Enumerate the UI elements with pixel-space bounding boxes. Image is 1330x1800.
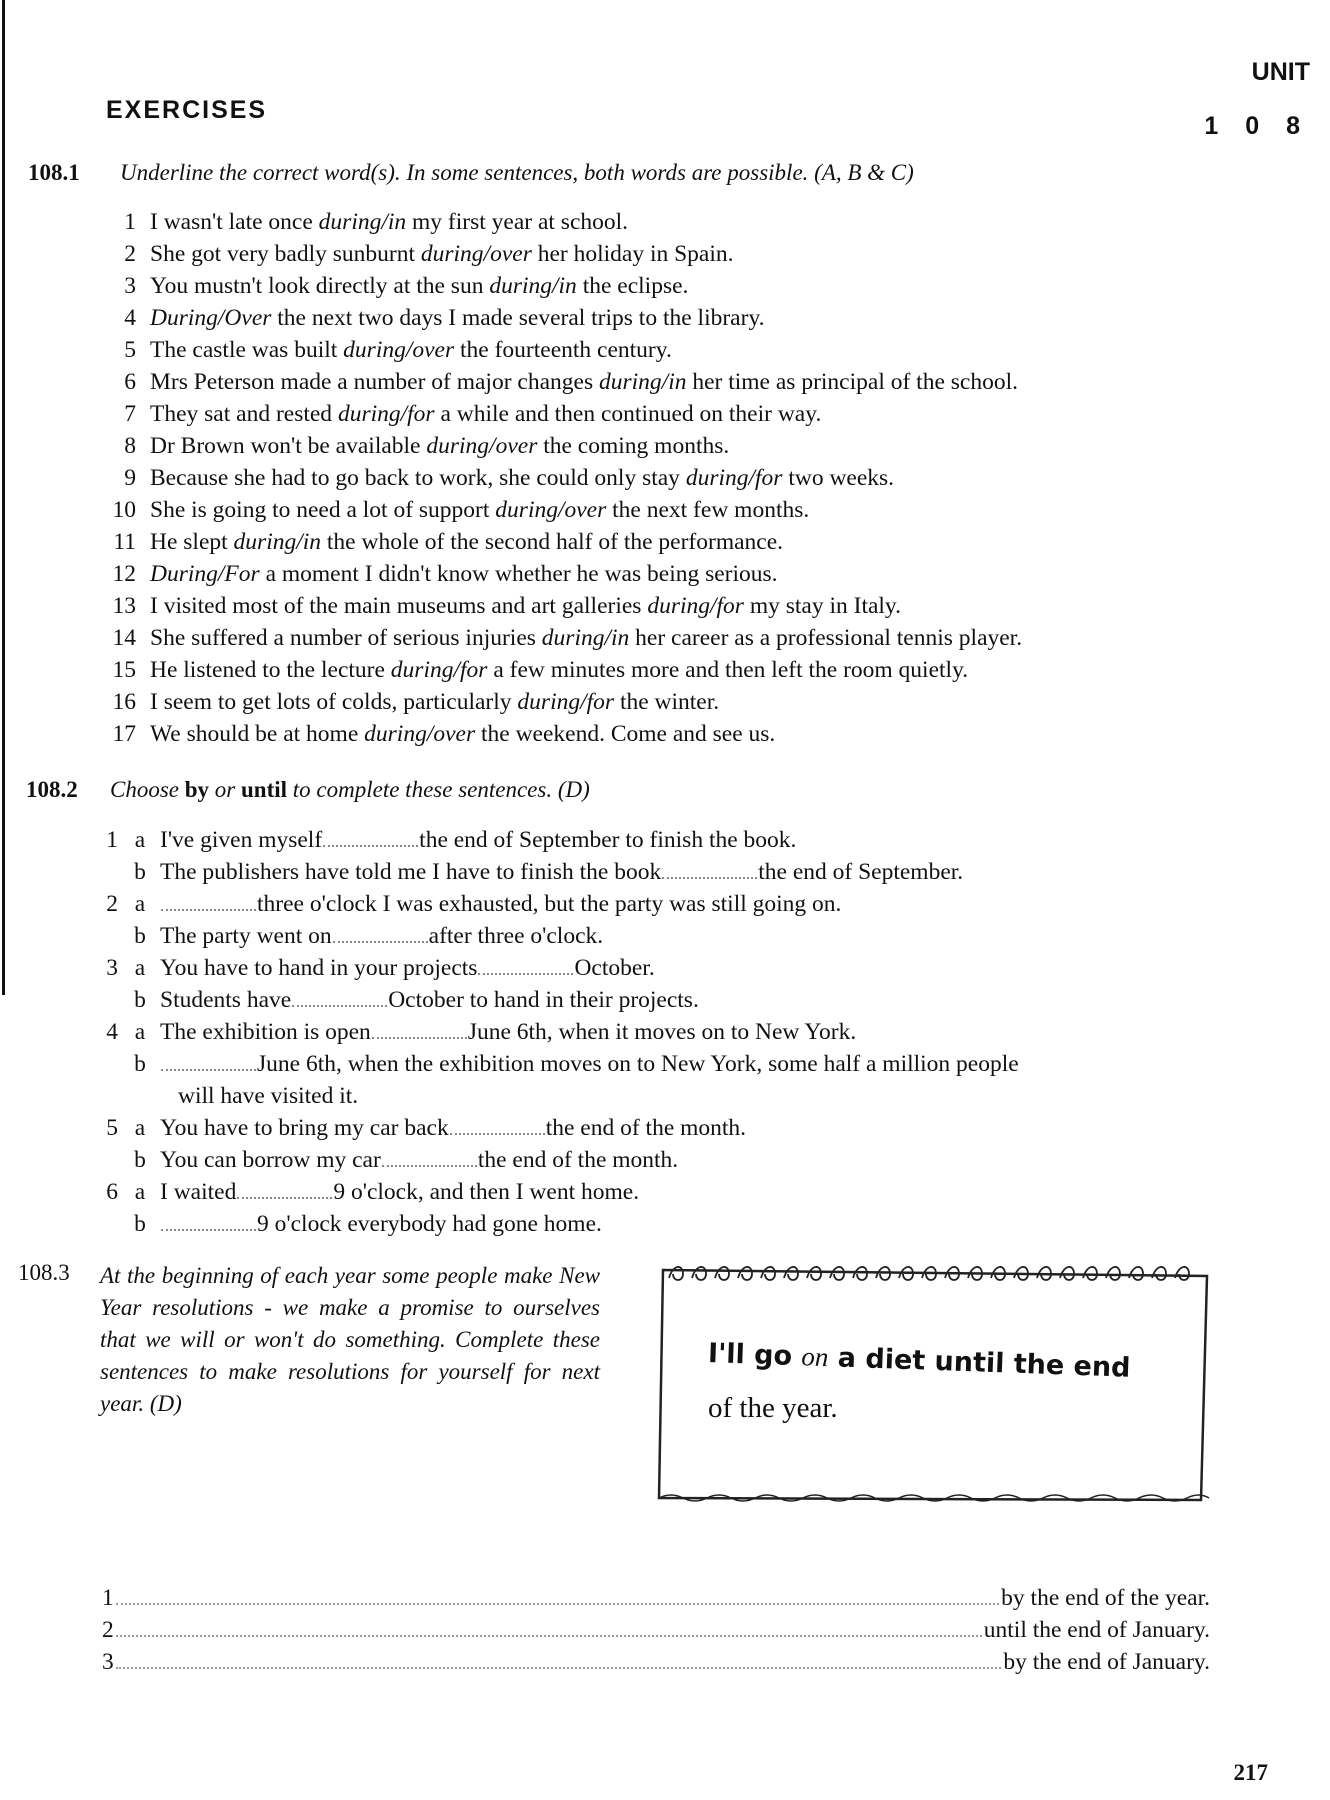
unit-label: UNIT bbox=[1251, 58, 1310, 86]
item-number: 7 bbox=[124, 401, 136, 427]
item-number: 1 bbox=[124, 209, 136, 235]
word-choice[interactable]: during/for bbox=[337, 401, 435, 427]
item-letter: b bbox=[134, 923, 146, 949]
exercise-list-108-1 bbox=[104, 206, 1022, 750]
item-text: You mustn't look directly at the sun bbox=[150, 273, 490, 299]
word-choice[interactable]: during/in bbox=[318, 209, 407, 235]
item-number: 13 bbox=[112, 593, 136, 619]
keyword-until: until bbox=[241, 777, 288, 802]
item-text: her career as a professional tennis player. bbox=[629, 625, 1023, 651]
item-text: The party went on bbox=[160, 923, 332, 949]
list-item bbox=[104, 654, 1022, 686]
instr-text: Choose bbox=[110, 777, 185, 802]
section-instruction-108-3: At the beginning of each year some people make New Year resolutions - we make a promise to ourselves that we will or won't do something. Complete these sentences to make resolutions for yourself for next year. (D) bbox=[100, 1263, 600, 1416]
item-letter: a bbox=[134, 1179, 146, 1205]
list-item bbox=[104, 302, 1022, 334]
word-choice[interactable]: during/for bbox=[517, 689, 615, 715]
section-instruction-108-1: Underline the correct word(s). In some sentences, both words are possible. (A, B & C) bbox=[120, 160, 914, 185]
list-item bbox=[104, 718, 1022, 750]
list-item bbox=[104, 334, 1022, 366]
word-choice[interactable]: during/over bbox=[420, 241, 532, 267]
item-text: the end of September to finish the book. bbox=[419, 827, 797, 853]
item-number: 12 bbox=[112, 561, 136, 587]
item-text: my stay in Italy. bbox=[743, 593, 902, 619]
answer-ending: by the end of January. bbox=[1003, 1649, 1210, 1675]
item-number: 8 bbox=[124, 433, 136, 459]
list-item bbox=[100, 1016, 1019, 1048]
page-title: EXERCISES bbox=[106, 96, 268, 124]
item-text: the end of September. bbox=[758, 859, 964, 885]
answer-line bbox=[102, 1582, 1210, 1614]
list-item bbox=[104, 462, 1022, 494]
answer-blank[interactable] bbox=[116, 1634, 982, 1637]
item-text: He listened to the lecture bbox=[150, 657, 391, 683]
item-text: October. bbox=[574, 955, 655, 981]
item-letter: a bbox=[134, 891, 146, 917]
item-number: 3 bbox=[124, 273, 136, 299]
item-text: They sat and rested bbox=[150, 401, 338, 427]
item-number: 3 bbox=[106, 955, 118, 981]
word-choice[interactable]: during/in bbox=[598, 369, 687, 395]
item-text: the winter. bbox=[614, 689, 720, 715]
item-text: I seem to get lots of colds, particularly bbox=[150, 689, 518, 715]
item-text: June 6th, when it moves on to New York. bbox=[467, 1019, 857, 1045]
blank-field[interactable] bbox=[323, 844, 418, 847]
item-letter: b bbox=[134, 1211, 146, 1237]
item-text: the end of the month. bbox=[477, 1147, 679, 1173]
instr-text: to complete these sentences. (D) bbox=[287, 777, 590, 802]
answer-line bbox=[102, 1614, 1210, 1646]
item-text: June 6th, when the exhibition moves on to New York, some half a million people bbox=[257, 1051, 1019, 1077]
item-text: after three o'clock. bbox=[428, 923, 604, 949]
list-item bbox=[100, 1112, 1019, 1144]
item-text: 9 o'clock, and then I went home. bbox=[333, 1179, 640, 1205]
item-number: 4 bbox=[124, 305, 136, 331]
word-choice[interactable]: during/in bbox=[233, 529, 322, 555]
list-item bbox=[104, 206, 1022, 238]
list-item bbox=[104, 398, 1022, 430]
word-choice[interactable]: during/for bbox=[390, 657, 488, 683]
item-text: the eclipse. bbox=[576, 273, 689, 299]
exercise-list-108-2 bbox=[100, 824, 1019, 1240]
item-letter: a bbox=[134, 1019, 146, 1045]
item-text: three o'clock I was exhausted, but the party was still going on. bbox=[257, 891, 842, 917]
blank-field[interactable] bbox=[662, 876, 757, 879]
item-text: my first year at school. bbox=[406, 209, 629, 235]
list-item bbox=[104, 238, 1022, 270]
item-text: You can borrow my car bbox=[160, 1147, 381, 1173]
item-text: Mrs Peterson made a number of major changes bbox=[150, 369, 599, 395]
item-text: her time as principal of the school. bbox=[686, 369, 1018, 395]
list-item bbox=[100, 984, 1019, 1016]
list-item bbox=[100, 888, 1019, 920]
item-text: We should be at home bbox=[150, 721, 365, 747]
item-letter: a bbox=[134, 827, 146, 853]
item-number: 15 bbox=[112, 657, 136, 683]
answer-line bbox=[102, 1646, 1210, 1678]
item-letter: b bbox=[134, 1147, 146, 1173]
list-item bbox=[104, 430, 1022, 462]
list-item bbox=[104, 686, 1022, 718]
list-item bbox=[100, 1208, 1019, 1240]
item-text: the next few months. bbox=[606, 497, 810, 523]
keyword-by: by bbox=[184, 777, 210, 802]
item-text: The exhibition is open bbox=[160, 1019, 371, 1045]
item-text: I waited bbox=[160, 1179, 237, 1205]
item-number: 17 bbox=[112, 721, 136, 747]
item-text: I've given myself bbox=[160, 827, 323, 853]
item-text: the coming months. bbox=[537, 433, 730, 459]
item-letter: a bbox=[134, 955, 146, 981]
item-text: a few minutes more and then left the room quietly. bbox=[487, 657, 969, 683]
word-choice[interactable]: during/for bbox=[647, 593, 744, 619]
item-text: the fourteenth century. bbox=[454, 337, 672, 363]
answer-ending: by the end of the year. bbox=[1001, 1585, 1210, 1611]
word-choice[interactable]: During/Over bbox=[150, 305, 272, 331]
item-number: 4 bbox=[106, 1019, 118, 1045]
list-item bbox=[104, 526, 1022, 558]
list-item bbox=[100, 1080, 1019, 1112]
list-item bbox=[100, 952, 1019, 984]
left-margin-bar bbox=[2, 0, 5, 995]
item-number: 6 bbox=[106, 1179, 118, 1205]
section-instruction-108-2 bbox=[110, 777, 590, 803]
list-item bbox=[100, 1176, 1019, 1208]
item-letter: b bbox=[134, 859, 146, 885]
list-item bbox=[104, 590, 1022, 622]
item-letter: b bbox=[134, 987, 146, 1013]
answer-number: 1 bbox=[102, 1585, 114, 1611]
note-handwriting-line-2: of the year. bbox=[708, 1392, 838, 1424]
instr-text: or bbox=[209, 777, 241, 802]
page-number: 217 bbox=[1233, 1760, 1268, 1785]
item-text: I wasn't late once bbox=[150, 209, 319, 235]
item-text: I visited most of the main museums and art galleries bbox=[150, 593, 648, 619]
item-text: The castle was built bbox=[150, 337, 344, 363]
list-item bbox=[100, 856, 1019, 888]
note-text: a diet until the end bbox=[827, 1342, 1131, 1384]
section-number-108-3: 108.3 bbox=[18, 1260, 70, 1285]
answer-number: 2 bbox=[102, 1617, 114, 1643]
item-text: will have visited it. bbox=[178, 1083, 359, 1109]
answer-blank[interactable] bbox=[116, 1602, 999, 1605]
blank-field[interactable] bbox=[450, 1132, 545, 1135]
item-number: 5 bbox=[124, 337, 136, 363]
item-text: a moment I didn't know whether he was being serious. bbox=[259, 561, 778, 587]
list-item bbox=[104, 558, 1022, 590]
item-text: Because she had to go back to work, she could only stay bbox=[150, 465, 686, 491]
item-text: the next two days I made several trips to the library. bbox=[271, 305, 765, 331]
blank-field[interactable] bbox=[372, 1036, 467, 1039]
item-text: the whole of the second half of the performance. bbox=[321, 529, 784, 555]
item-text: two weeks. bbox=[782, 465, 895, 491]
list-item bbox=[100, 1144, 1019, 1176]
answer-blank[interactable] bbox=[116, 1666, 1002, 1669]
word-choice[interactable]: during/in bbox=[541, 625, 630, 651]
blank-field[interactable] bbox=[292, 1004, 387, 1007]
item-number: 2 bbox=[124, 241, 136, 267]
item-number: 9 bbox=[124, 465, 136, 491]
unit-number: 1 0 8 bbox=[1204, 112, 1310, 140]
item-text: a while and then continued on their way. bbox=[434, 401, 822, 427]
item-number: 6 bbox=[124, 369, 136, 395]
word-choice[interactable]: During/For bbox=[150, 561, 260, 587]
item-text: She is going to need a lot of support bbox=[150, 497, 496, 523]
answer-number: 3 bbox=[102, 1649, 114, 1675]
note-text: I'll go bbox=[707, 1338, 802, 1373]
note-text: on bbox=[800, 1341, 829, 1373]
item-text: the weekend. Come and see us. bbox=[475, 721, 776, 747]
word-choice[interactable]: during/over bbox=[364, 721, 476, 747]
item-text: October to hand in their projects. bbox=[388, 987, 699, 1013]
item-text: Students have bbox=[160, 987, 292, 1013]
word-choice[interactable]: during/for bbox=[685, 465, 783, 491]
section-number-108-1: 108.1 bbox=[28, 160, 80, 185]
word-choice[interactable]: during/in bbox=[489, 273, 577, 299]
blank-field[interactable] bbox=[161, 1228, 256, 1231]
blank-field[interactable] bbox=[333, 940, 428, 943]
item-number: 11 bbox=[113, 529, 136, 555]
answer-ending: until the end of January. bbox=[983, 1617, 1210, 1643]
item-text: 9 o'clock everybody had gone home. bbox=[257, 1211, 602, 1237]
item-text: the end of the month. bbox=[545, 1115, 747, 1141]
item-number: 5 bbox=[106, 1115, 118, 1141]
item-number: 10 bbox=[112, 497, 136, 523]
list-item bbox=[100, 1048, 1019, 1080]
item-text: You have to bring my car back bbox=[160, 1115, 449, 1141]
word-choice[interactable]: during/over bbox=[343, 337, 455, 363]
item-text: The publishers have told me I have to finish the book bbox=[160, 859, 662, 885]
list-item bbox=[104, 494, 1022, 526]
word-choice[interactable]: during/over bbox=[495, 497, 607, 523]
list-item bbox=[100, 920, 1019, 952]
blank-field[interactable] bbox=[161, 1068, 256, 1071]
item-letter: b bbox=[134, 1051, 146, 1077]
blank-field[interactable] bbox=[237, 1196, 332, 1199]
list-item bbox=[104, 622, 1022, 654]
item-text: You have to hand in your projects bbox=[160, 955, 478, 981]
blank-field[interactable] bbox=[161, 908, 256, 911]
list-item bbox=[100, 824, 1019, 856]
item-text: her holiday in Spain. bbox=[531, 241, 734, 267]
item-text: She suffered a number of serious injuries bbox=[150, 625, 542, 651]
list-item bbox=[104, 270, 1022, 302]
item-number: 16 bbox=[112, 689, 136, 715]
word-choice[interactable]: during/over bbox=[426, 433, 538, 459]
list-item bbox=[104, 366, 1022, 398]
item-text: He slept bbox=[150, 529, 234, 555]
item-text: She got very badly sunburnt bbox=[150, 241, 421, 267]
notepad-illustration bbox=[655, 1258, 1215, 1510]
item-number: 14 bbox=[112, 625, 136, 651]
section-number-108-2: 108.2 bbox=[26, 777, 78, 802]
item-letter: a bbox=[134, 1115, 146, 1141]
item-number: 2 bbox=[106, 891, 118, 917]
item-number: 1 bbox=[106, 827, 118, 853]
item-text: Dr Brown won't be available bbox=[150, 433, 427, 459]
blank-field[interactable] bbox=[382, 1164, 477, 1167]
blank-field[interactable] bbox=[478, 972, 573, 975]
